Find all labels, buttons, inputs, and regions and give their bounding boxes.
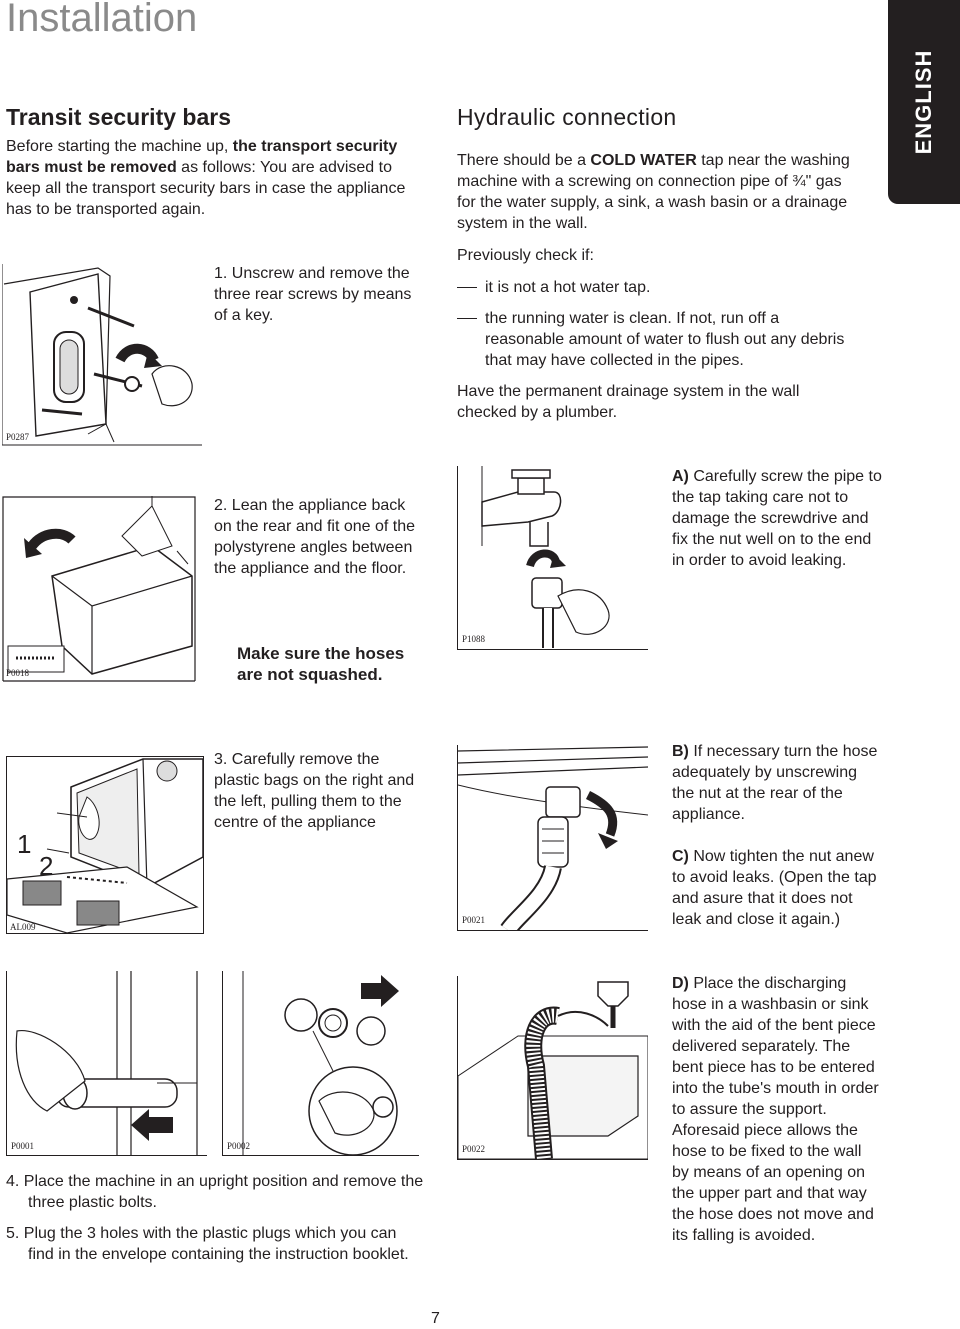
figure-al009 xyxy=(6,756,204,934)
step-a-text: Carefully screw the pipe to the tap taking care not to damage the screwdrive and fix the nut well on to the end in order to avoid leaking. xyxy=(672,468,882,569)
figure-p0002 xyxy=(222,971,419,1156)
transit-step-5 xyxy=(6,1223,426,1265)
transit-intro-pre: Before starting the machine up, xyxy=(6,138,233,155)
transit-step-4-text: 4. Place the machine in an upright position and remove the three plastic bolts. xyxy=(6,1173,424,1211)
transit-step-4 xyxy=(6,1171,426,1213)
language-tab-label: ENGLISH xyxy=(911,49,936,155)
transit-intro xyxy=(6,136,406,220)
figure-al009-label: AL009 xyxy=(10,922,36,932)
hydraulic-bullet-2 xyxy=(457,308,857,371)
figure-p0022-label: P0022 xyxy=(462,1144,486,1154)
step-d-label: D) xyxy=(672,975,689,992)
hydraulic-intro-pre: There should be a xyxy=(457,152,591,169)
hydraulic-step-c xyxy=(672,846,882,930)
figure-p0001-label: P0001 xyxy=(11,1141,35,1151)
figure-p0001 xyxy=(6,971,207,1156)
figure-p1088-label: P1088 xyxy=(462,634,486,644)
hydraulic-step-d xyxy=(672,973,882,1246)
step-a-label: A) xyxy=(672,468,689,485)
language-tab xyxy=(888,0,960,204)
page-title: Installation xyxy=(6,0,198,40)
hydraulic-step-b xyxy=(672,741,882,825)
transit-heading: Transit security bars xyxy=(6,104,231,130)
hydraulic-bullet-2-text: the running water is clean. If not, run off a reasonable amount of water to flush out any debris that may have collected in the pipes. xyxy=(485,310,845,369)
transit-intro-bold: the transport security bars must be removed xyxy=(6,138,398,176)
hydraulic-step-a xyxy=(672,466,882,571)
transit-step-1: 1. Unscrew and remove the three rear screws by means of a key. xyxy=(214,265,412,324)
transit-step-3: 3. Carefully remove the plastic bags on the right and the left, pulling them to the centre of the appliance xyxy=(214,751,415,831)
dash-icon xyxy=(457,287,477,288)
step-b-text: If necessary turn the hose adequately by unscrewing the nut at the rear of the appliance. xyxy=(672,743,878,823)
hydraulic-heading: Hydraulic connection xyxy=(457,104,677,130)
figure-al009-number-1: 1 xyxy=(17,829,32,859)
page-number: 7 xyxy=(431,1310,440,1327)
figure-al009-number-2: 2 xyxy=(39,851,54,881)
figure-p0021 xyxy=(457,745,648,931)
step-b-label: B) xyxy=(672,743,689,760)
dash-icon xyxy=(457,318,477,319)
hydraulic-intro-bold: COLD WATER xyxy=(590,152,697,169)
hydraulic-check: Previously check if: xyxy=(457,247,594,264)
figure-p0022 xyxy=(457,976,648,1160)
figure-p0287-label: P0287 xyxy=(6,432,30,442)
figure-p0018 xyxy=(2,496,196,682)
transit-intro-post: as follows: You are advised to keep all the transport security bars in case the appliance has to be transported again. xyxy=(6,159,406,218)
figure-p1088 xyxy=(457,466,648,650)
figure-p0021-label: P0021 xyxy=(462,915,486,925)
figure-p0287 xyxy=(2,264,202,446)
transit-step-2: 2. Lean the appliance back on the rear and fit one of the polystyrene angles between the appliance and the floor. xyxy=(214,497,416,577)
hydraulic-bullet-1-text: it is not a hot water tap. xyxy=(485,279,651,296)
hydraulic-intro-post: tap near the washing machine with a screwing on connection pipe of ¾" gas for the water supply, a sink, a wash basin or a drainage system in the wall. xyxy=(457,152,850,232)
hydraulic-intro xyxy=(457,150,857,234)
figure-p0002-label: P0002 xyxy=(227,1141,251,1151)
hydraulic-bullet-1 xyxy=(457,277,857,298)
transit-step-2-warning: Make sure the hoses are not squashed. xyxy=(237,644,405,684)
transit-step-5-text: 5. Plug the 3 holes with the plastic plugs which you can find in the envelope containing the instruction booklet. xyxy=(6,1225,409,1263)
hydraulic-plumber-note: Have the permanent drainage system in the wall checked by a plumber. xyxy=(457,383,800,421)
step-d-text: Place the discharging hose in a washbasin or sink with the aid of the bent piece delivered separately. The bent piece has to be entered into the tube's mouth in order to assure the support. Aforesaid piece allows the hose to be fixed to the wall by means of an opening on the upper part and that way the hose does not move and its falling is avoided. xyxy=(672,975,879,1244)
step-c-label: C) xyxy=(672,848,689,865)
step-c-text: Now tighten the nut anew to avoid leaks. (Open the tap and asure that it does not leak and close it again.) xyxy=(672,848,877,928)
figure-p0018-label: P0018 xyxy=(6,668,30,678)
